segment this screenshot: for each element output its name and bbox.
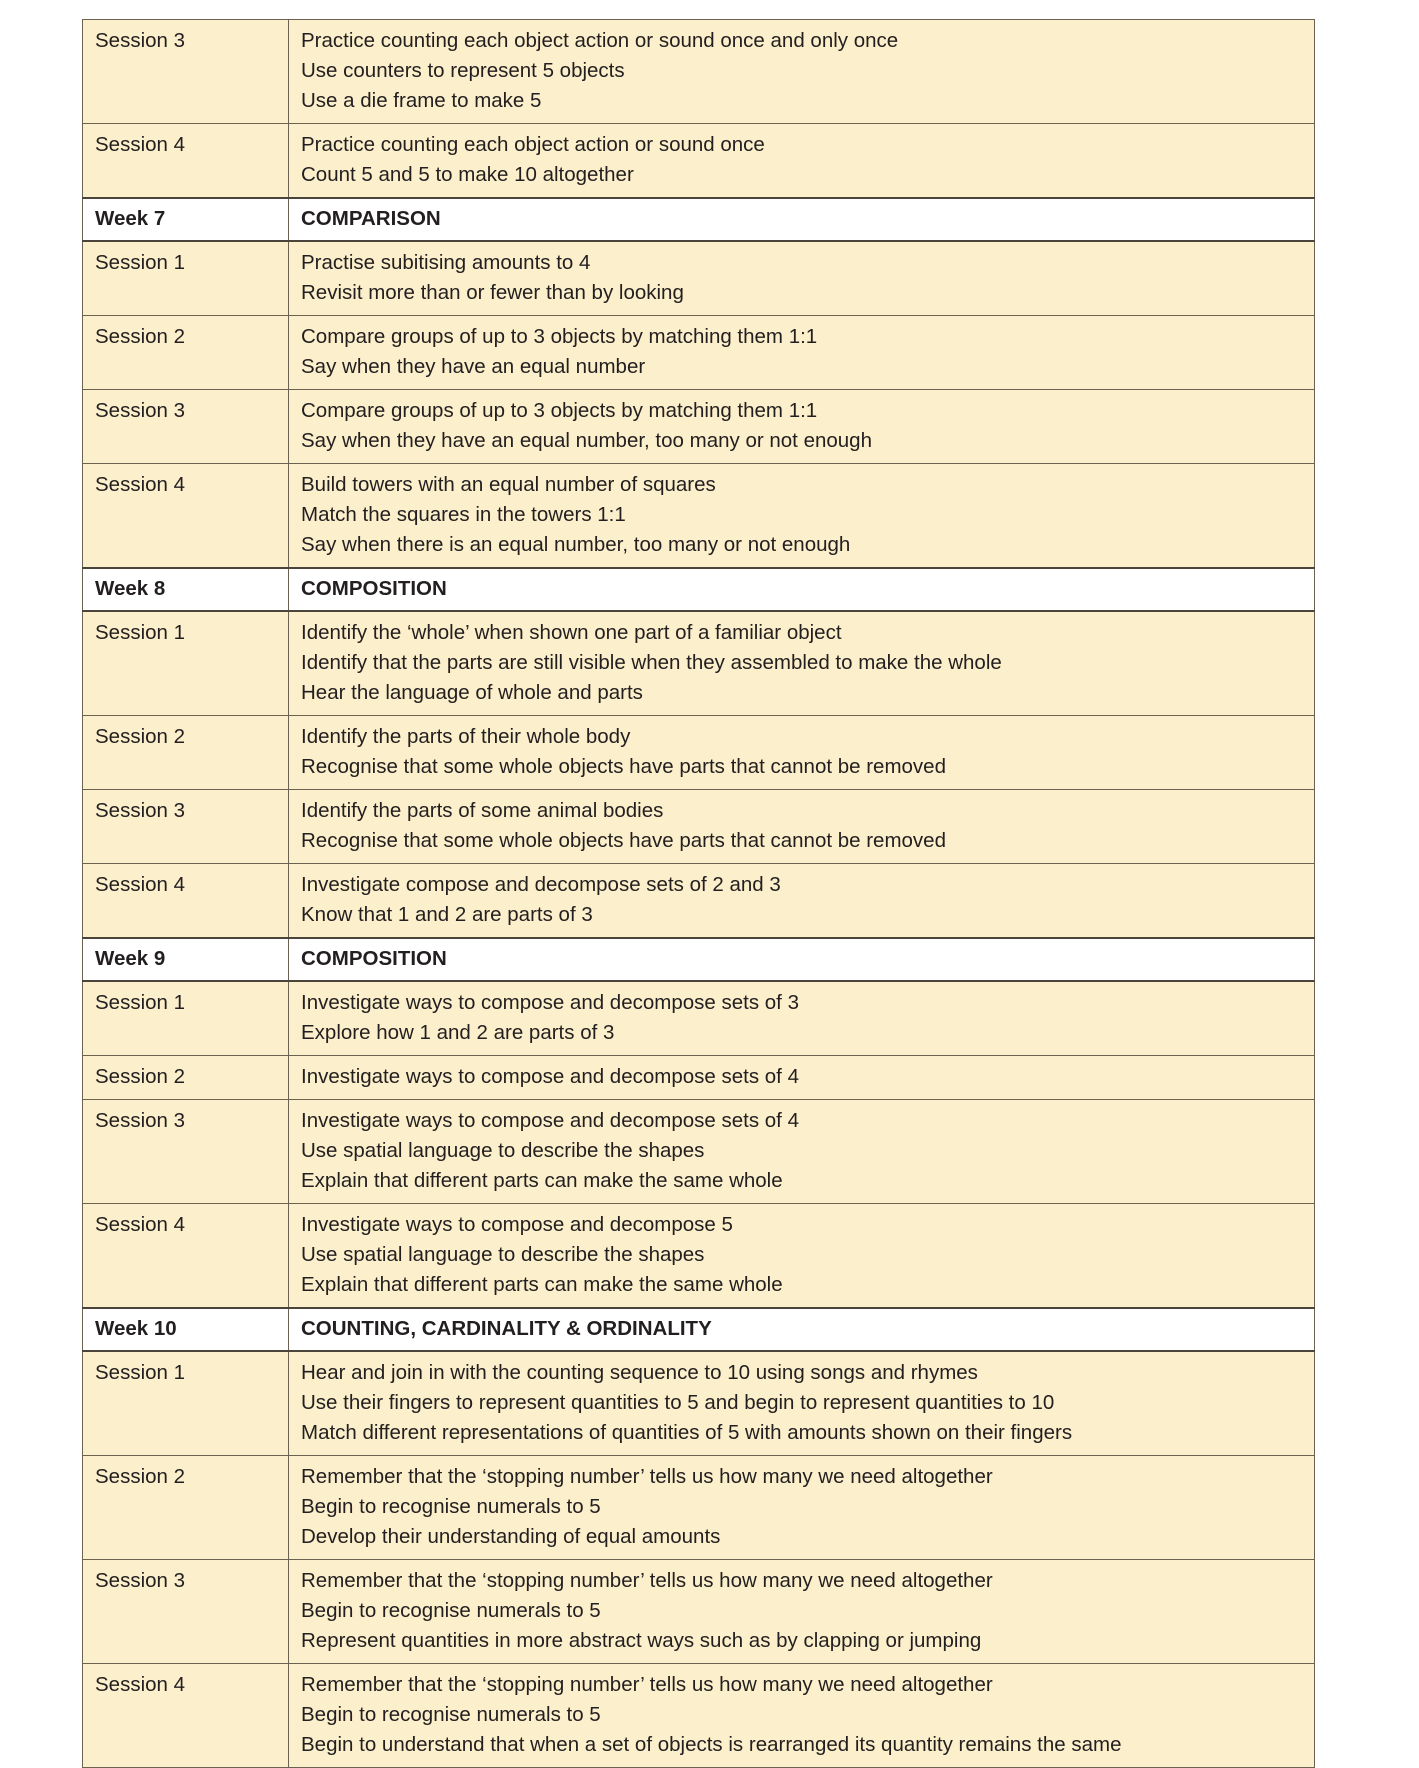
session-row: [83, 1456, 1315, 1560]
objective-line: Develop their understanding of equal amounts: [301, 1525, 721, 1548]
week-topic-cell: [289, 198, 1315, 241]
session-objectives-cell: [289, 1351, 1315, 1456]
session-objectives-cell: [289, 390, 1315, 464]
week-label-cell: Week 7: [83, 198, 289, 241]
session-objectives-cell: [289, 864, 1315, 939]
objective-line: Begin to recognise numerals to 5: [301, 1703, 601, 1726]
objective-line: Revisit more than or fewer than by looking: [301, 281, 684, 304]
session-objectives-cell: [289, 316, 1315, 390]
objective-line: Explain that different parts can make the same whole: [301, 1169, 783, 1192]
session-label-cell: Session 4: [83, 124, 289, 199]
session-label-cell: Session 3: [83, 1560, 289, 1664]
objective-line: Use counters to represent 5 objects: [301, 59, 625, 82]
week-label-cell: Week 8: [83, 568, 289, 611]
objective-line: Identify the parts of their whole body: [301, 725, 631, 748]
objective-line: Practice counting each object action or sound once and only once: [301, 29, 899, 52]
objective-line: Use spatial language to describe the shapes: [301, 1243, 705, 1266]
objective-line: Identify the parts of some animal bodies: [301, 799, 664, 822]
session-objectives-cell: [289, 1100, 1315, 1204]
session-label-cell: Session 1: [83, 1351, 289, 1456]
session-label-cell: Session 3: [83, 390, 289, 464]
curriculum-table-body: [83, 20, 1315, 1768]
week-topic-text: COMPARISON: [301, 207, 441, 230]
session-row: [83, 981, 1315, 1056]
session-row: [83, 790, 1315, 864]
week-topic-text: COUNTING, CARDINALITY & ORDINALITY: [301, 1317, 712, 1340]
week-header-row: [83, 198, 1315, 241]
objective-line: Know that 1 and 2 are parts of 3: [301, 903, 593, 926]
week-topic-cell: [289, 568, 1315, 611]
session-row: [83, 464, 1315, 569]
session-objectives-cell: [289, 611, 1315, 716]
objective-line: Begin to recognise numerals to 5: [301, 1495, 601, 1518]
objective-line: Investigate ways to compose and decompose sets of 4: [301, 1109, 799, 1132]
session-objectives-cell: [289, 716, 1315, 790]
session-row: [83, 316, 1315, 390]
week-header-row: [83, 1308, 1315, 1351]
objective-line: Hear the language of whole and parts: [301, 681, 643, 704]
objective-line: Investigate compose and decompose sets of 2 and 3: [301, 873, 781, 896]
objective-line: Say when there is an equal number, too many or not enough: [301, 533, 851, 556]
session-objectives-cell: [289, 790, 1315, 864]
week-header-row: [83, 568, 1315, 611]
session-row: [83, 1560, 1315, 1664]
session-objectives-cell: [289, 1204, 1315, 1309]
session-row: [83, 1664, 1315, 1768]
objective-line: Investigate ways to compose and decompose 5: [301, 1213, 733, 1236]
objective-line: Compare groups of up to 3 objects by matching them 1:1: [301, 325, 818, 348]
session-label-cell: Session 2: [83, 716, 289, 790]
session-row: [83, 1056, 1315, 1100]
objective-line: Identify the ‘whole’ when shown one part of a familiar object: [301, 621, 842, 644]
objective-line: Explain that different parts can make the same whole: [301, 1273, 783, 1296]
week-topic-cell: [289, 1308, 1315, 1351]
session-objectives-cell: [289, 241, 1315, 316]
session-objectives-cell: [289, 981, 1315, 1056]
session-row: [83, 390, 1315, 464]
objective-line: Say when they have an equal number: [301, 355, 646, 378]
session-objectives-cell: [289, 1056, 1315, 1100]
session-row: [83, 241, 1315, 316]
session-row: [83, 864, 1315, 939]
session-row: [83, 716, 1315, 790]
week-label-cell: Week 10: [83, 1308, 289, 1351]
session-row: [83, 1100, 1315, 1204]
session-label-cell: Session 2: [83, 316, 289, 390]
week-header-row: [83, 938, 1315, 981]
objective-line: Compare groups of up to 3 objects by matching them 1:1: [301, 399, 818, 422]
session-label-cell: Session 1: [83, 611, 289, 716]
session-label-cell: Session 4: [83, 864, 289, 939]
session-label-cell: Session 3: [83, 1100, 289, 1204]
objective-line: Use spatial language to describe the shapes: [301, 1139, 705, 1162]
session-objectives-cell: [289, 464, 1315, 569]
session-label-cell: Session 2: [83, 1456, 289, 1560]
objective-line: Begin to recognise numerals to 5: [301, 1599, 601, 1622]
week-topic-text: COMPOSITION: [301, 577, 447, 600]
objective-line: Match different representations of quantities of 5 with amounts shown on their fingers: [301, 1421, 1073, 1444]
objective-line: Use their fingers to represent quantities to 5 and begin to represent quantities to 10: [301, 1391, 1055, 1414]
session-row: [83, 1351, 1315, 1456]
week-label-cell: Week 9: [83, 938, 289, 981]
objective-line: Count 5 and 5 to make 10 altogether: [301, 163, 634, 186]
objective-line: Recognise that some whole objects have parts that cannot be removed: [301, 755, 946, 778]
curriculum-table: [82, 19, 1315, 1768]
session-objectives-cell: [289, 1560, 1315, 1664]
session-label-cell: Session 2: [83, 1056, 289, 1100]
session-objectives-cell: [289, 124, 1315, 199]
session-row: [83, 20, 1315, 124]
session-objectives-cell: [289, 1664, 1315, 1768]
session-objectives-cell: [289, 1456, 1315, 1560]
objective-line: Remember that the ‘stopping number’ tells us how many we need altogether: [301, 1465, 993, 1488]
objective-line: Say when they have an equal number, too many or not enough: [301, 429, 872, 452]
objective-line: Represent quantities in more abstract ways such as by clapping or jumping: [301, 1629, 982, 1652]
objective-line: Use a die frame to make 5: [301, 89, 542, 112]
objective-line: Build towers with an equal number of squares: [301, 473, 716, 496]
session-label-cell: Session 4: [83, 1664, 289, 1768]
session-label-cell: Session 1: [83, 241, 289, 316]
week-topic-cell: [289, 938, 1315, 981]
objective-line: Recognise that some whole objects have parts that cannot be removed: [301, 829, 946, 852]
objective-line: Practise subitising amounts to 4: [301, 251, 591, 274]
session-row: [83, 1204, 1315, 1309]
objective-line: Hear and join in with the counting sequence to 10 using songs and rhymes: [301, 1361, 978, 1384]
session-label-cell: Session 3: [83, 20, 289, 124]
objective-line: Investigate ways to compose and decompose sets of 4: [301, 1065, 799, 1088]
session-row: [83, 124, 1315, 199]
objective-line: Investigate ways to compose and decompose sets of 3: [301, 991, 799, 1014]
objective-line: Remember that the ‘stopping number’ tells us how many we need altogether: [301, 1673, 993, 1696]
objective-line: Begin to understand that when a set of objects is rearranged its quantity remains the same: [301, 1733, 1122, 1756]
objective-line: Remember that the ‘stopping number’ tells us how many we need altogether: [301, 1569, 993, 1592]
session-label-cell: Session 4: [83, 464, 289, 569]
objective-line: Practice counting each object action or sound once: [301, 133, 765, 156]
objective-line: Match the squares in the towers 1:1: [301, 503, 626, 526]
session-objectives-cell: [289, 20, 1315, 124]
objective-line: Explore how 1 and 2 are parts of 3: [301, 1021, 615, 1044]
session-label-cell: Session 4: [83, 1204, 289, 1309]
session-label-cell: Session 1: [83, 981, 289, 1056]
session-row: [83, 611, 1315, 716]
objective-line: Identify that the parts are still visible when they assembled to make the whole: [301, 651, 1002, 674]
week-topic-text: COMPOSITION: [301, 947, 447, 970]
session-label-cell: Session 3: [83, 790, 289, 864]
